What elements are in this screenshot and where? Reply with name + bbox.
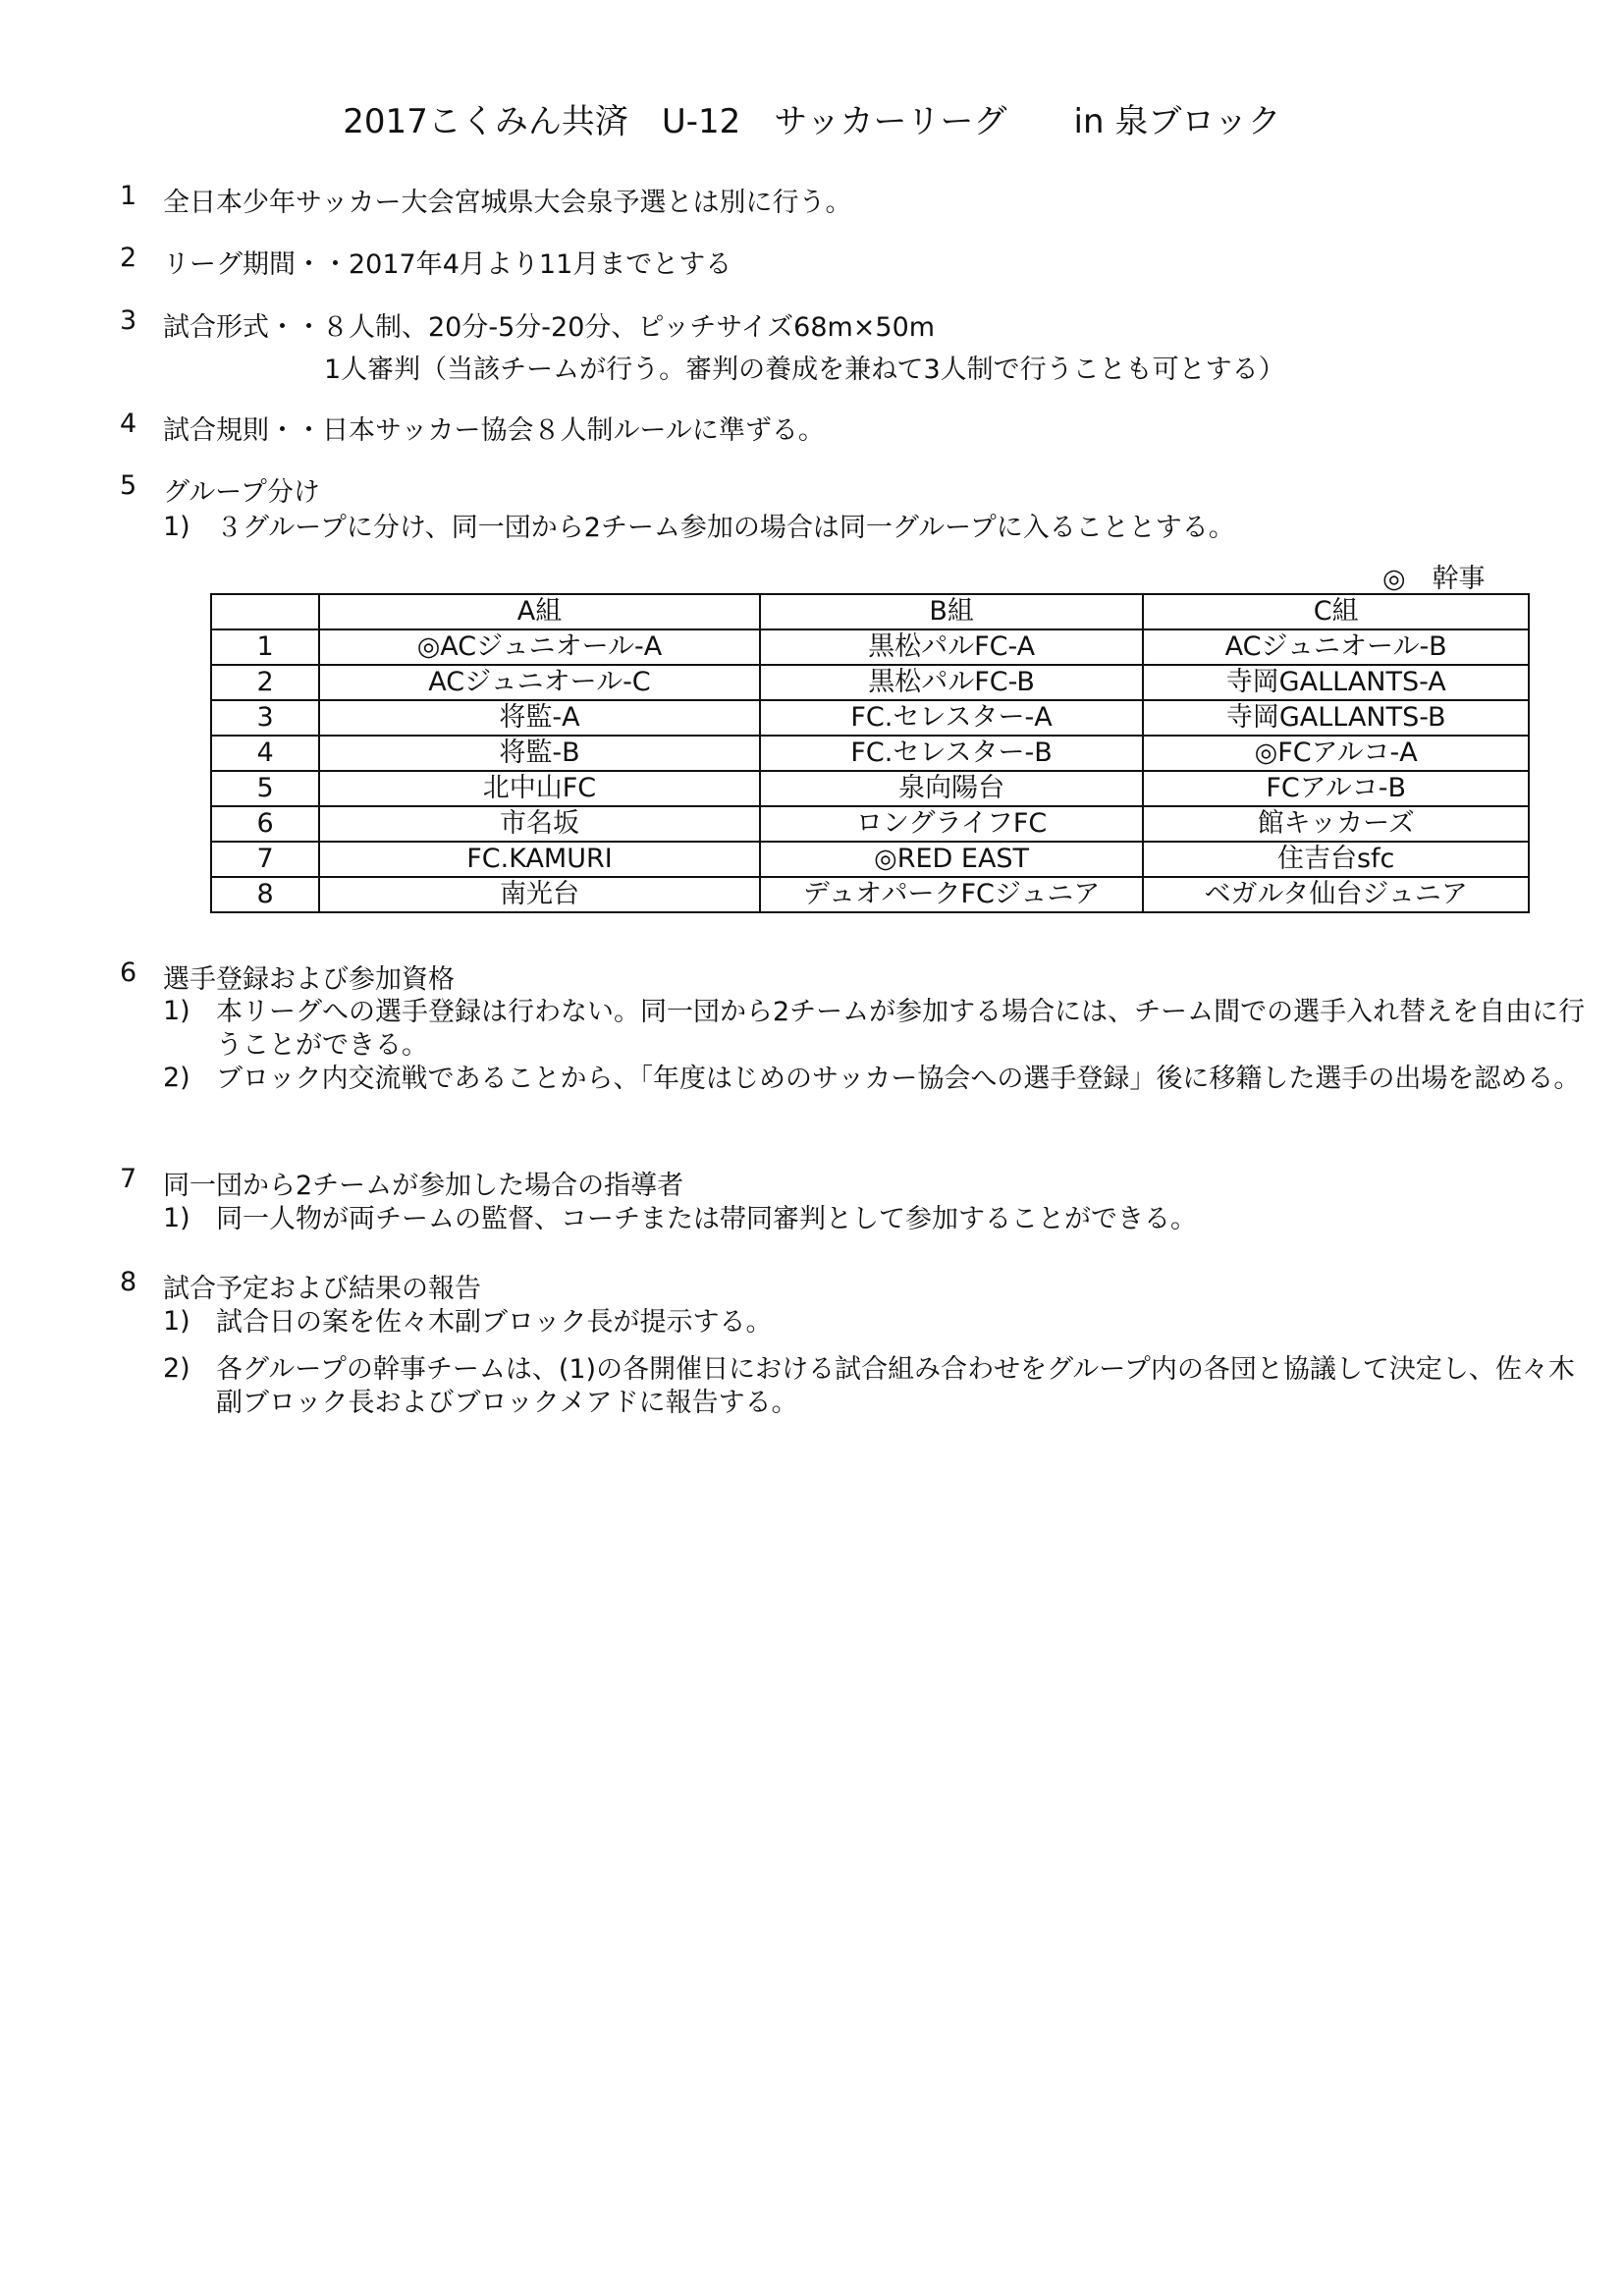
table-row xyxy=(211,629,1529,665)
table-row xyxy=(211,877,1529,912)
table-row xyxy=(211,736,1529,771)
header-group-c: C組 xyxy=(1143,594,1529,629)
team-a: 将監-B xyxy=(319,736,760,771)
row-number: 1 xyxy=(211,629,319,665)
legend-organizer: ◎ 幹事 xyxy=(1382,564,1486,594)
team-c: ベガルタ仙台ジュニア xyxy=(1143,877,1529,912)
team-a: 市名坂 xyxy=(319,806,760,842)
team-b: FC.セレスター-A xyxy=(760,700,1144,736)
table-row xyxy=(211,700,1529,736)
table-row xyxy=(211,665,1529,700)
header-group-b: B組 xyxy=(760,594,1144,629)
header-number xyxy=(211,594,319,629)
header-group-a: A組 xyxy=(319,594,760,629)
table-row xyxy=(211,771,1529,806)
team-c: ◎FCアルコ-A xyxy=(1143,736,1529,771)
row-number: 8 xyxy=(211,877,319,912)
team-b: 黒松パルFC-B xyxy=(760,665,1144,700)
team-b: 泉向陽台 xyxy=(760,771,1144,806)
section-text: 選手登録および参加資格 xyxy=(163,964,455,995)
team-c: 館キッカーズ xyxy=(1143,806,1529,842)
item-text: 試合日の案を佐々木副ブロック長が提示する。 xyxy=(216,1307,773,1338)
section-text: 試合形式・・８人制、20分-5分-20分、ピッチサイズ68m×50m xyxy=(163,312,936,343)
item-number: 2) xyxy=(163,1063,190,1093)
section-number: 5 xyxy=(120,470,137,501)
team-c: ACジュニオール-B xyxy=(1143,629,1529,665)
team-a: 将監-A xyxy=(319,700,760,736)
team-c: 寺岡GALLANTS-B xyxy=(1143,700,1529,736)
table-header-row xyxy=(211,594,1529,629)
group-table xyxy=(210,593,1530,913)
section-3-note: 1人審判（当該チームが行う。審判の養成を兼ねて3人制で行うことも可とする） xyxy=(324,355,1285,385)
section-text: 試合規則・・日本サッカー協会８人制ルールに準ずる。 xyxy=(163,415,825,446)
row-number: 6 xyxy=(211,806,319,842)
team-c: 住吉台sfc xyxy=(1143,842,1529,877)
team-a: FC.KAMURI xyxy=(319,842,760,877)
team-b: FC.セレスター-B xyxy=(760,736,1144,771)
row-number: 2 xyxy=(211,665,319,700)
team-a: 北中山FC xyxy=(319,771,760,806)
item-number: 1) xyxy=(163,1203,190,1233)
section-number: 1 xyxy=(120,181,137,211)
row-number: 4 xyxy=(211,736,319,771)
section-text: 全日本少年サッカー大会宮城県大会泉予選とは別に行う。 xyxy=(163,188,852,218)
team-a: 南光台 xyxy=(319,877,760,912)
team-b: ロングライフFC xyxy=(760,806,1144,842)
row-number: 5 xyxy=(211,771,319,806)
page-title: 2017こくみん共済 U-12 サッカーリーグ in 泉ブロック xyxy=(343,102,1281,141)
team-b: ◎RED EAST xyxy=(760,842,1144,877)
team-c: 寺岡GALLANTS-A xyxy=(1143,665,1529,700)
item-text: ブロック内交流戦であることから、「年度はじめのサッカー協会への選手登録」後に移籍した選手の出場を認める。 xyxy=(216,1064,1581,1094)
team-a: ACジュニオール-C xyxy=(319,665,760,700)
item-number: 2) xyxy=(163,1353,190,1384)
section-number: 6 xyxy=(120,957,137,988)
item-number: 1) xyxy=(163,996,190,1026)
team-c: FCアルコ-B xyxy=(1143,771,1529,806)
item-text: 本リーグへの選手登録は行わない。同一団から2チームが参加する場合には、チーム間での選手入れ替えを自由に行うことができる。 xyxy=(216,997,1586,1061)
item-number: 1) xyxy=(163,1306,190,1337)
section-text: グループ分け xyxy=(163,477,320,508)
team-a: ◎ACジュニオール-A xyxy=(319,629,760,665)
table-row xyxy=(211,842,1529,877)
team-b: デュオパークFCジュニア xyxy=(760,877,1144,912)
item-number: 1) xyxy=(163,512,190,542)
section-number: 4 xyxy=(120,409,137,439)
table-row xyxy=(211,806,1529,842)
section-text: 試合予定および結果の報告 xyxy=(163,1274,481,1304)
section-number: 3 xyxy=(120,305,137,336)
section-number: 7 xyxy=(120,1164,137,1194)
item-text: 各グループの幹事チームは、(1)の各開催日における試合組み合わせをグループ内の各団と協議して決定し、佐々木副ブロック長およびブロックメアドに報告する。 xyxy=(216,1354,1575,1418)
item-text: ３グループに分け、同一団から2チーム参加の場合は同一グループに入ることとする。 xyxy=(216,513,1235,543)
row-number: 3 xyxy=(211,700,319,736)
section-text: リーグ期間・・2017年4月より11月までとする xyxy=(163,249,732,280)
section-number: 2 xyxy=(120,243,137,273)
team-b: 黒松パルFC-A xyxy=(760,629,1144,665)
item-text: 同一人物が両チームの監督、コーチまたは帯同審判として参加することができる。 xyxy=(216,1204,1197,1234)
section-number: 8 xyxy=(120,1267,137,1297)
row-number: 7 xyxy=(211,842,319,877)
section-text: 同一団から2チームが参加した場合の指導者 xyxy=(163,1171,684,1201)
